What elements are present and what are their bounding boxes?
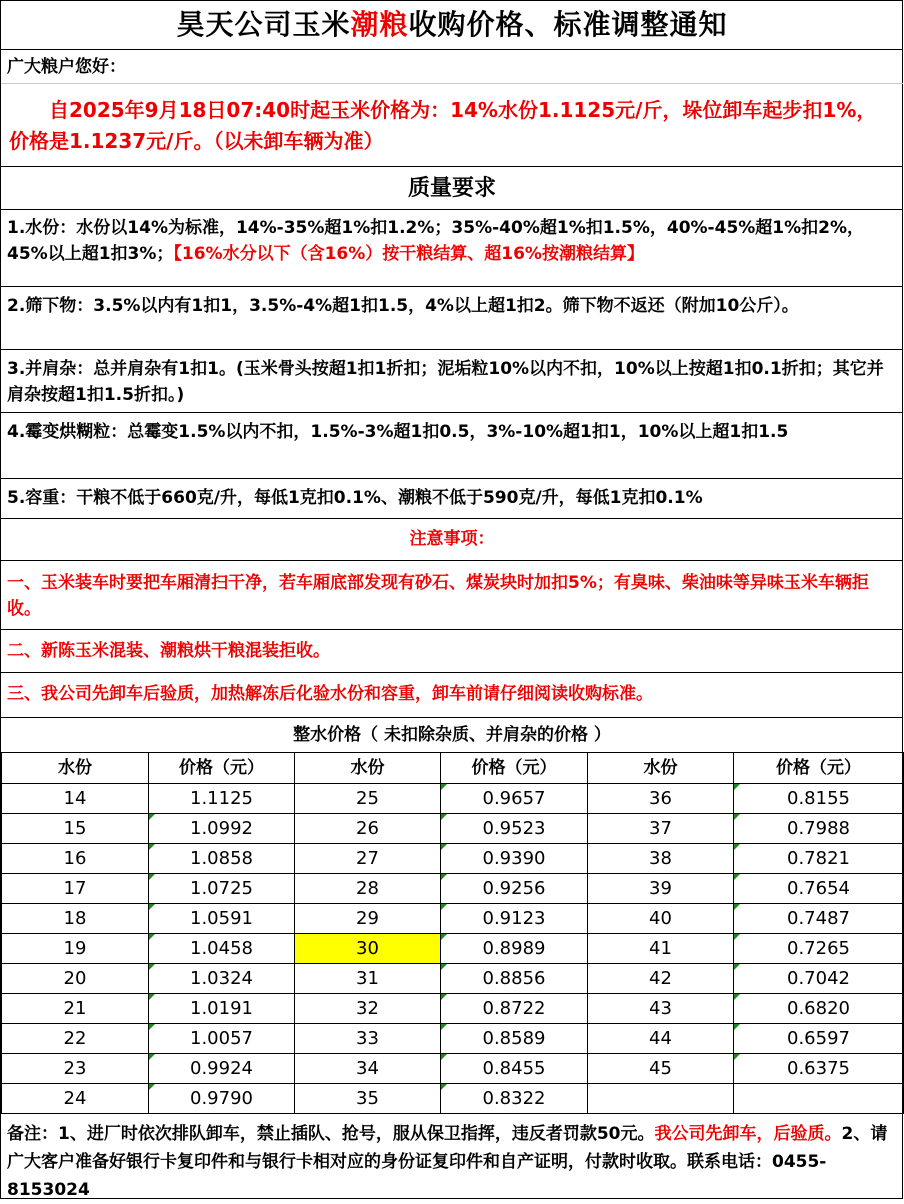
moisture-cell: 21 (2, 994, 149, 1024)
table-row (2, 994, 904, 1024)
moisture-cell: 45 (588, 1054, 734, 1084)
footer-text-2: 2、请广大客户准备好银行卡复印件和与银行卡相对应的身份证复印件和自产证明，付款时收取。联系电话：0455-8153024 (7, 1124, 888, 1200)
moisture-cell: 14 (2, 784, 149, 814)
moisture-cell: 25 (295, 784, 441, 814)
header-moisture: 水份 (295, 753, 441, 784)
moisture-cell: 22 (2, 1024, 149, 1054)
moisture-cell: 19 (2, 934, 149, 964)
header-price: 价格（元） (734, 753, 904, 784)
moisture-cell: 36 (588, 784, 734, 814)
moisture-cell: 30 (295, 934, 441, 964)
price-table-header (2, 753, 904, 784)
moisture-cell: 33 (295, 1024, 441, 1054)
price-cell: 1.0191 (149, 994, 295, 1024)
attention-item-3: 三、我公司先卸车后验质，加热解冻后化验水份和容重，卸车前请仔细阅读收购标准。 (1, 673, 903, 718)
table-row (2, 1054, 904, 1084)
quality-item-moisture (1, 209, 903, 287)
moisture-cell: 26 (295, 814, 441, 844)
moisture-cell: 38 (588, 844, 734, 874)
table-row (2, 904, 904, 934)
header-moisture: 水份 (588, 753, 734, 784)
attention-item-2: 二、新陈玉米混装、潮粮烘干粮混装拒收。 (1, 630, 903, 673)
price-notice: 自2025年9月18日07:40时起玉米价格为：14%水份1.1125元/斤，垛位卸车起步扣1%，价格是1.1237元/斤。（以未卸车辆为准） (1, 85, 903, 167)
price-cell: 0.9657 (441, 784, 588, 814)
quality-item-text: 1.水份：水份以14%为标准，14%-35%超1%扣1.2%；35%-40%超1%扣1.5%，40%-45%超1%扣2%，45%以上超1扣3%； (7, 218, 865, 264)
price-cell: 1.1125 (149, 784, 295, 814)
price-cell: 0.9523 (441, 814, 588, 844)
moisture-cell: 42 (588, 964, 734, 994)
moisture-cell: 41 (588, 934, 734, 964)
price-table-title: 整水价格（ 未扣除杂质、并肩杂的价格 ） (1, 718, 903, 753)
header-price: 价格（元） (149, 753, 295, 784)
price-cell: 0.6820 (734, 994, 904, 1024)
price-cell: 1.0591 (149, 904, 295, 934)
price-cell: 0.8455 (441, 1054, 588, 1084)
title-highlight: 潮粮 (350, 8, 409, 41)
attention-heading: 注意事项： (1, 519, 903, 561)
header-moisture: 水份 (2, 753, 149, 784)
price-cell: 0.7988 (734, 814, 904, 844)
price-cell: 0.8322 (441, 1084, 588, 1114)
moisture-cell: 44 (588, 1024, 734, 1054)
quality-item-mold: 4.霉变烘糊粒：总霉变1.5%以内不扣，1.5%-3%超1扣0.5，3%-10%超1扣1，10%以上超1扣1.5 (1, 413, 903, 479)
price-cell: 0.6375 (734, 1054, 904, 1084)
price-cell: 0.8155 (734, 784, 904, 814)
price-cell: 0.7654 (734, 874, 904, 904)
price-cell: 0.8722 (441, 994, 588, 1024)
moisture-cell: 24 (2, 1084, 149, 1114)
price-cell (734, 1084, 904, 1114)
price-cell: 0.9390 (441, 844, 588, 874)
price-cell: 0.9123 (441, 904, 588, 934)
price-cell: 0.9790 (149, 1084, 295, 1114)
table-row (2, 934, 904, 964)
price-cell: 1.0725 (149, 874, 295, 904)
quality-item-screenings: 2.筛下物：3.5%以内有1扣1，3.5%-4%超1扣1.5，4%以上超1扣2。筛下物不返还（附加10公斤）。 (1, 287, 903, 350)
greeting: 广大粮户您好： (1, 50, 903, 84)
price-cell: 0.7042 (734, 964, 904, 994)
price-cell: 1.0858 (149, 844, 295, 874)
footer-text: 备注：1、进厂时依次排队卸车，禁止插队、抢号，服从保卫指挥，违反者罚款50元。 (7, 1124, 655, 1144)
price-cell: 1.0992 (149, 814, 295, 844)
moisture-cell (588, 1084, 734, 1114)
table-row (2, 964, 904, 994)
moisture-cell: 27 (295, 844, 441, 874)
price-cell: 0.8989 (441, 934, 588, 964)
moisture-cell: 16 (2, 844, 149, 874)
price-cell: 1.0057 (149, 1024, 295, 1054)
moisture-cell: 28 (295, 874, 441, 904)
price-cell: 0.7821 (734, 844, 904, 874)
table-row (2, 814, 904, 844)
price-table (1, 752, 904, 1114)
price-cell: 0.7265 (734, 934, 904, 964)
header-price: 价格（元） (441, 753, 588, 784)
moisture-cell: 37 (588, 814, 734, 844)
table-row (2, 1024, 904, 1054)
moisture-cell: 34 (295, 1054, 441, 1084)
moisture-cell: 31 (295, 964, 441, 994)
price-cell: 0.7487 (734, 904, 904, 934)
moisture-cell: 17 (2, 874, 149, 904)
page-title (1, 1, 903, 50)
table-row (2, 784, 904, 814)
footer-remarks (1, 1112, 903, 1200)
price-cell: 1.0458 (149, 934, 295, 964)
title-part2: 收购价格、标准调整通知 (408, 8, 728, 41)
table-row (2, 874, 904, 904)
moisture-cell: 39 (588, 874, 734, 904)
title-part1: 昊天公司玉米 (176, 8, 351, 41)
moisture-cell: 29 (295, 904, 441, 934)
moisture-cell: 15 (2, 814, 149, 844)
price-cell: 0.8589 (441, 1024, 588, 1054)
moisture-cell: 23 (2, 1054, 149, 1084)
price-cell: 0.9256 (441, 874, 588, 904)
price-cell: 0.6597 (734, 1024, 904, 1054)
price-cell: 0.9924 (149, 1054, 295, 1084)
price-cell: 0.8856 (441, 964, 588, 994)
quality-item-red-text: 【16%水分以下（含16%）按干粮结算、超16%按潮粮结算】 (173, 244, 644, 264)
table-row (2, 844, 904, 874)
moisture-cell: 35 (295, 1084, 441, 1114)
quality-item-impurities: 3.并肩杂：总并肩杂有1扣1。(玉米骨头按超1扣1折扣；泥垢粒10%以内不扣，10%以上按超1扣0.1折扣；其它并肩杂按超1扣1.5折扣。) (1, 350, 903, 413)
moisture-cell: 18 (2, 904, 149, 934)
quality-item-density: 5.容重：干粮不低于660克/升，每低1克扣0.1%、潮粮不低于590克/升，每低1克扣0.1% (1, 479, 903, 519)
price-cell: 1.0324 (149, 964, 295, 994)
moisture-cell: 20 (2, 964, 149, 994)
moisture-cell: 43 (588, 994, 734, 1024)
table-row (2, 1084, 904, 1114)
quality-heading: 质量要求 (1, 168, 903, 210)
moisture-cell: 32 (295, 994, 441, 1024)
attention-item-1: 一、玉米装车时要把车厢清扫干净，若车厢底部发现有砂石、煤炭块时加扣5%；有臭味、柴油味等异味玉米车辆拒收。 (1, 560, 903, 630)
footer-red-text: 我公司先卸车，后验质。 (654, 1124, 842, 1144)
moisture-cell: 40 (588, 904, 734, 934)
